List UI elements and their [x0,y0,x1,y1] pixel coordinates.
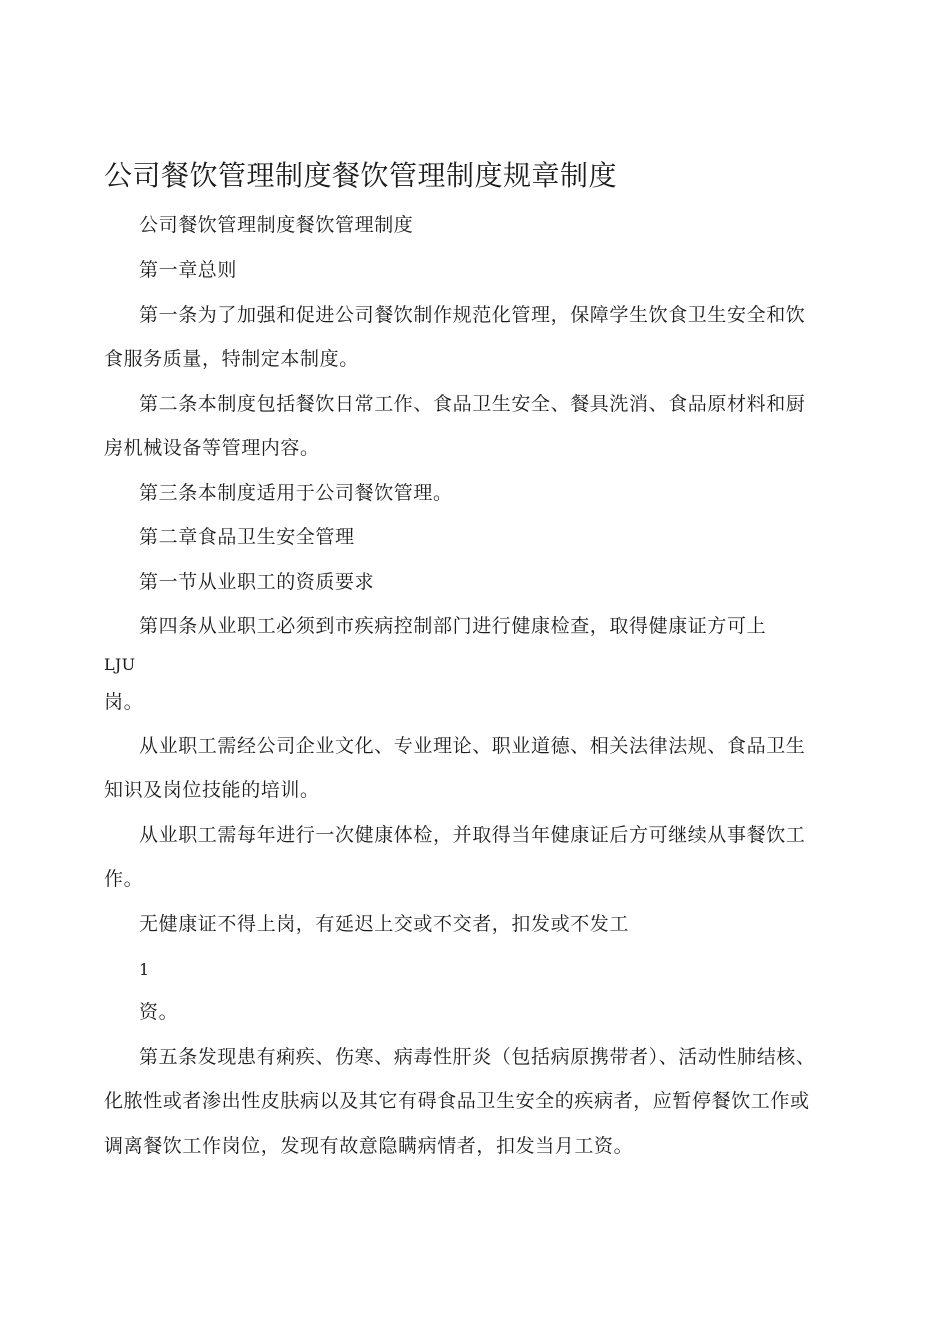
stray-text: 1 [139,960,150,979]
paragraph-line: 作。 [104,868,144,890]
paragraph-line: 从业职工需经公司企业文化、专业理论、职业道德、相关法律法规、食品卫生 [139,735,806,757]
paragraph-line: 食服务质量，特制定本制度。 [104,348,359,370]
stray-text: LJU [104,655,136,674]
paragraph-line: 第二条本制度包括餐饮日常工作、食品卫生安全、餐具洗消、食品原材料和厨 [139,393,806,415]
document-title: 公司餐饮管理制度餐饮管理制度规章制度 [104,159,618,192]
chapter-heading: 第二章食品卫生安全管理 [139,526,355,548]
paragraph-line: 第三条本制度适用于公司餐饮管理。 [139,482,453,504]
paragraph-line: 知识及岗位技能的培训。 [104,779,320,801]
paragraph-line: 调离餐饮工作岗位，发现有故意隐瞒病情者，扣发当月工资。 [104,1135,634,1157]
paragraph-line: 从业职工需每年进行一次健康体检，并取得当年健康证后方可继续从事餐饮工 [139,824,806,846]
paragraph-line: 无健康证不得上岗，有延迟上交或不交者，扣发或不发工 [139,913,630,935]
paragraph-line: 第四条从业职工必须到市疾病控制部门进行健康检查，取得健康证方可上 [139,615,767,637]
chapter-heading: 第一章总则 [139,259,238,281]
paragraph-line: 岗。 [104,691,144,713]
paragraph-line: 化脓性或者渗出性皮肤病以及其它有碍食品卫生安全的疾病者，应暂停餐饮工作或 [104,1090,810,1112]
section-heading: 第一节从业职工的资质要求 [139,571,375,593]
paragraph-line: 第一条为了加强和促进公司餐饮制作规范化管理，保障学生饮食卫生安全和饮 [139,304,806,326]
subtitle-line: 公司餐饮管理制度餐饮管理制度 [139,214,414,236]
paragraph-line: 资。 [139,1001,179,1023]
paragraph-line: 第五条发现患有痢疾、伤寒、病毒性肝炎（包括病原携带者）、活动性肺结核、 [139,1046,816,1068]
paragraph-line: 房机械设备等管理内容。 [104,437,320,459]
